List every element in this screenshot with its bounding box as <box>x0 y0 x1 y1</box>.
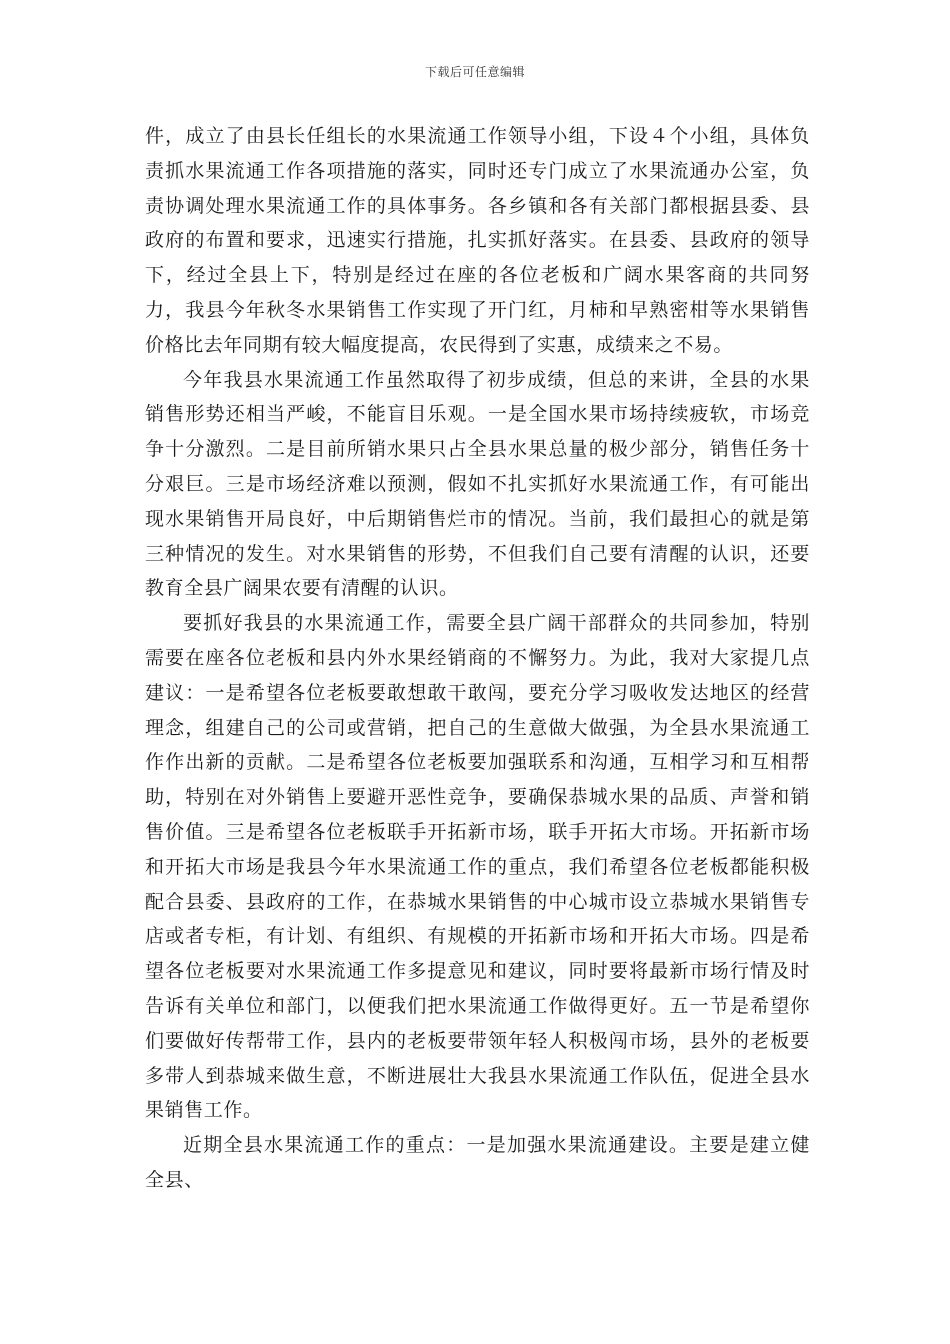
paragraph-2: 今年我县水果流通工作虽然取得了初步成绩，但总的来讲，全县的水果销售形势还相当严峻，不能盲目乐观。一是全国水果市场持续疲软，市场竞争十分激烈。二是目前所销水果只占全县水果总量的极少部分，销售任务十分艰巨。三是市场经济难以预测，假如不扎实抓好水果流通工作，有可能出现水果销售开局良好，中后期销售烂市的情况。当前，我们最担心的就是第三种情况的发生。对水果销售的形势，不但我们自己要有清醒的认识，还要教育全县广阔果农要有清醒的认识。 <box>145 368 810 600</box>
paragraph-4: 近期全县水果流通工作的重点：一是加强水果流通建设。主要是建立健全县、 <box>145 1134 810 1191</box>
paragraph-3: 要抓好我县的水果流通工作，需要全县广阔干部群众的共同参加，特别需要在座各位老板和县内外水果经销商的不懈努力。为此，我对大家提几点建议：一是希望各位老板要敢想敢干敢闯，要充分学习吸收发达地区的经营理念，组建自己的公司或营销，把自己的生意做大做强，为全县水果流通工作作出新的贡献。二是希望各位老板要加强联系和沟通，互相学习和互相帮助，特别在对外销售上要避开恶性竞争，要确保恭城水果的品质、声誉和销售价值。三是希望各位老板联手开拓新市场，联手开拓大市场。开拓新市场和开拓大市场是我县今年水果流通工作的重点，我们希望各位老板都能积极配合县委、县政府的工作，在恭城水果销售的中心城市设立恭城水果销售专店或者专柜，有计划、有组织、有规模的开拓新市场和开拓大市场。四是希望各位老板要对水果流通工作多提意见和建议，同时要将最新市场行情及时告诉有关单位和部门，以便我们把水果流通工作做得更好。五一节是希望你们要做好传帮带工作，县内的老板要带领年轻人积极闯市场，县外的老板要多带人到恭城来做生意，不断进展壮大我县水果流通工作队伍，促进全县水果销售工作。 <box>145 612 810 1122</box>
page-header: 下载后可任意编辑 <box>424 65 525 79</box>
paragraph-1: 件，成立了由县长任组长的水果流通工作领导小组，下设４个小组，具体负责抓水果流通工作各项措施的落实，同时还专门成立了水果流通办公室，负责协调处理水果流通工作的具体事务。各乡镇和各有关部门都根据县委、县政府的布置和要求，迅速实行措施，扎实抓好落实。在县委、县政府的领导下，经过全县上下，特别是经过在座的各位老板和广阔水果客商的共同努力，我县今年秋冬水果销售工作实现了开门红，月柿和早熟密柑等水果销售价格比去年同期有较大幅度提高，农民得到了实惠，成绩来之不易。 <box>145 125 810 356</box>
document-body <box>145 119 810 1198</box>
